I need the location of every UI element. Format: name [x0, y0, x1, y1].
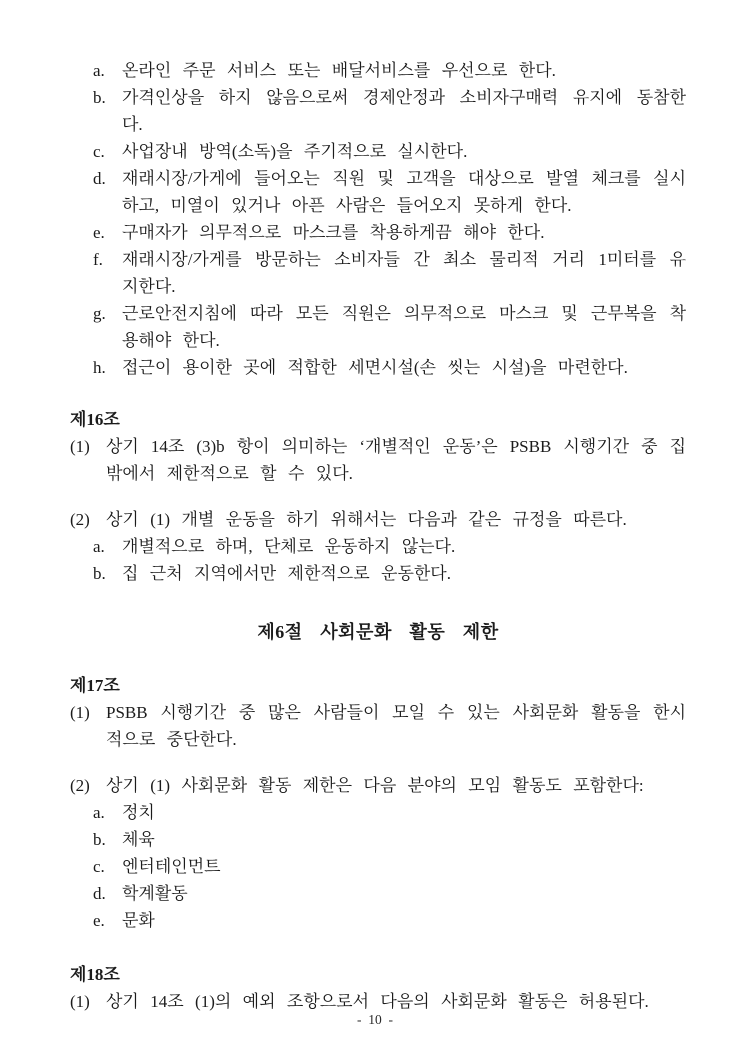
item-marker: b. — [93, 830, 106, 849]
item-marker: (1) — [70, 703, 90, 722]
item-text: PSBB 시행기간 중 많은 사람들이 모일 수 있는 사회문화 활동을 한시적으로 중단한다. — [106, 703, 686, 749]
lettered-list-item — [93, 246, 686, 300]
vertical-gap — [70, 587, 686, 619]
item-marker: d. — [93, 169, 106, 188]
item-marker: e. — [93, 223, 105, 242]
vertical-gap — [70, 934, 686, 961]
lettered-list-item — [93, 826, 686, 853]
item-marker: f. — [93, 250, 103, 269]
numbered-paragraph — [70, 699, 686, 753]
lettered-list-item — [93, 57, 686, 84]
numbered-paragraph — [70, 988, 686, 1015]
lettered-list-item — [93, 907, 686, 934]
item-text: 개별적으로 하며, 단체로 운동하지 않는다. — [122, 537, 456, 556]
lettered-list-item — [93, 853, 686, 880]
item-text: 온라인 주문 서비스 또는 배달서비스를 우선으로 한다. — [122, 61, 556, 80]
item-text: 사업장내 방역(소독)을 주기적으로 실시한다. — [122, 142, 468, 161]
lettered-list-item — [93, 354, 686, 381]
article-title: 제17조 — [70, 676, 120, 695]
item-text: 집 근처 지역에서만 제한적으로 운동한다. — [122, 564, 451, 583]
item-marker: g. — [93, 304, 106, 323]
lettered-list-item — [93, 560, 686, 587]
item-text: 상기 14조 (3)b 항이 의미하는 ‘개별적인 운동’은 PSBB 시행기간 중 집밖에서 제한적으로 할 수 있다. — [106, 437, 686, 483]
section-heading: 제6절 사회문화 활동 제한 — [257, 622, 499, 642]
item-text: 재래시장/가게를 방문하는 소비자들 간 최소 물리적 거리 1미터를 유지한다. — [122, 250, 686, 296]
lettered-list-item — [93, 219, 686, 246]
item-text: 문화 — [122, 911, 155, 930]
item-marker: (2) — [70, 510, 90, 529]
item-marker: (1) — [70, 992, 90, 1011]
article-title: 제18조 — [70, 965, 120, 984]
item-marker: b. — [93, 564, 106, 583]
item-text: 학계활동 — [122, 884, 188, 903]
lettered-list-item — [93, 880, 686, 907]
lettered-list-item — [93, 165, 686, 219]
lettered-list-item — [93, 138, 686, 165]
vertical-gap — [70, 646, 686, 672]
item-marker: d. — [93, 884, 106, 903]
item-text: 정치 — [122, 803, 155, 822]
lettered-list-item — [93, 84, 686, 138]
item-marker: b. — [93, 88, 106, 107]
item-text: 상기 (1) 개별 운동을 하기 위해서는 다음과 같은 규정을 따른다. — [106, 510, 627, 529]
item-marker: (1) — [70, 437, 90, 456]
item-marker: a. — [93, 537, 105, 556]
item-marker: a. — [93, 61, 105, 80]
item-text: 가격인상을 하지 않음으로써 경제안정과 소비자구매력 유지에 동참한다. — [122, 88, 686, 134]
lettered-list-item — [93, 533, 686, 560]
item-text: 체육 — [122, 830, 155, 849]
item-marker: c. — [93, 142, 105, 161]
item-marker: c. — [93, 857, 105, 876]
numbered-paragraph — [70, 433, 686, 487]
item-marker: a. — [93, 803, 105, 822]
numbered-paragraph — [70, 506, 686, 533]
document-body — [70, 57, 686, 1015]
item-marker: e. — [93, 911, 105, 930]
item-text: 근로안전지침에 따라 모든 직원은 의무적으로 마스크 및 근무복을 착용해야 한다. — [122, 304, 686, 350]
item-text: 상기 14조 (1)의 예외 조항으로서 다음의 사회문화 활동은 허용된다. — [106, 992, 649, 1011]
item-marker: (2) — [70, 776, 90, 795]
article-title: 제16조 — [70, 410, 120, 429]
item-text: 구매자가 의무적으로 마스크를 착용하게끔 해야 한다. — [122, 223, 545, 242]
item-text: 접근이 용이한 곳에 적합한 세면시설(손 씻는 시설)을 마련한다. — [122, 358, 628, 377]
item-text: 엔터테인먼트 — [122, 857, 221, 876]
page-number: - 10 - — [357, 1012, 393, 1027]
item-marker: h. — [93, 358, 106, 377]
numbered-paragraph — [70, 772, 686, 799]
vertical-gap — [70, 381, 686, 406]
item-text: 상기 (1) 사회문화 활동 제한은 다음 분야의 모임 활동도 포함한다: — [106, 776, 644, 795]
vertical-gap — [70, 753, 686, 772]
lettered-list-item — [93, 799, 686, 826]
item-text: 재래시장/가게에 들어오는 직원 및 고객을 대상으로 발열 체크를 실시하고, 미열이 있거나 아픈 사람은 들어오지 못하게 한다. — [122, 169, 686, 215]
vertical-gap — [70, 487, 686, 506]
lettered-list-item — [93, 300, 686, 354]
